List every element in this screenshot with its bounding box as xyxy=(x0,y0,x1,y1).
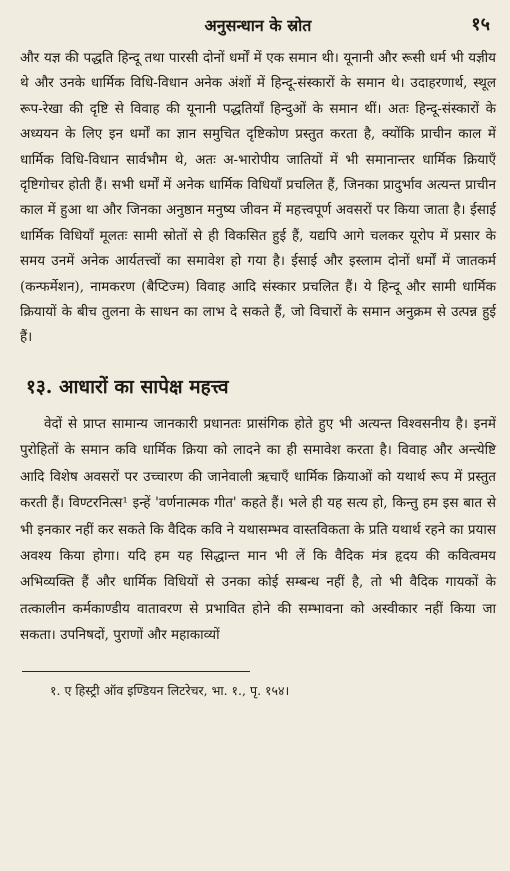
running-title: अनुसन्धान के स्रोत xyxy=(204,16,312,35)
page-number: १५ xyxy=(471,14,490,35)
page-header xyxy=(20,12,496,40)
footnote: १. ए हिस्ट्री ऑव इण्डियन लिटरेचर, भा. १., पृ. १५४। xyxy=(50,682,290,698)
section-heading: १३. आधारों का सापेक्ष महत्त्व xyxy=(26,375,229,398)
body-paragraph: और यज्ञ की पद्धति हिन्दू तथा पारसी दोनों धर्मों में एक समान थी। यूनानी और रूसी धर्म भी यज्ञीय थे और उनके धार्मिक विधि-विधान अनेक अंशों में हिन्दू-संस्कारों के समान थे। उदाहरणार्थ, स्थूल रूप-रेखा की दृष्टि से विवाह की यूनानी पद्धतियाँ हिन्दुओं के समान थीं। अतः हिन्दू-संस्कारों के अध्ययन के लिए इन धर्मों का ज्ञान समुचित दृष्टिकोण प्रस्तुत करता है, क्योंकि प्राचीन काल में धार्मिक विधि-विधान सार्वभौम थे, अतः अ-भारोपीय जातियों में भी समानान्तर धार्मिक क्रियाएँ दृष्टिगोचर होती हैं। सभी धर्मों में अनेक धार्मिक विधियाँ प्रचलित हैं, जिनका प्रादुर्भाव अत्यन्त प्राचीन काल में हुआ था और जिनका अनुष्ठान मनुष्य जीवन में महत्त्वपूर्ण अवसरों पर किया जाता है। ईसाई धार्मिक विधियाँ मूलतः सामी स्रोतों से ही विकसित हुई हैं, यद्यपि आगे चलकर यूरोप में प्रसार के समय उनमें अनेक आर्यतत्त्वों का समावेश हो गया है। ईसाई और इस्लाम दोनों धर्मों में जातकर्म (कन्फर्मेशन), नामकरण (बैप्टिज्म) विवाह आदि संस्कार प्रचलित हैं। ये हिन्दू और सामी धार्मिक क्रियायों के बीच तुलना के साधन का लाभ दे सकते हैं, जो विचारों के समान अनुक्रम से उत्पन्न हुई हैं। xyxy=(20,50,496,346)
body-paragraph: वेदों से प्राप्त सामान्य जानकारी प्रधानतः प्रासंगिक होते हुए भी अत्यन्त विश्वसनीय है। इनमें पुरोहितों के समान कवि धार्मिक क्रिया को लादने का ही समावेश करता है। विवाह और अन्त्येष्टि आदि विशेष अवसरों पर उच्चारण की जानेवाली ऋचाएँ धार्मिक क्रियाओं को यथार्थ रूप में प्रस्तुत करती हैं। विण्टरनित्स¹ इन्हें 'वर्णनात्मक गीत' कहते हैं। भले ही यह सत्य हो, किन्तु हम इस बात से भी इनकार नहीं कर सकते कि वैदिक कवि ने यथासम्भव वास्तविकता के प्रति यथार्थ रहने का प्रयास अवश्य किया होगा। यदि हम यह सिद्धान्त मान भी लें कि वैदिक मंत्र हृदय की कवित्वमय अभिव्यक्ति हैं और धार्मिक विधियों से उनका कोई सम्बन्ध नहीं है, तो भी वैदिक गायकों के तत्कालीन कर्मकाण्डीय वातावरण से प्रभावित होने की सम्भावना को अस्वीकार नहीं किया जा सकता। उपनिषदों, पुराणों और महाकाव्यों xyxy=(20,415,496,644)
footnote-divider xyxy=(22,671,250,672)
